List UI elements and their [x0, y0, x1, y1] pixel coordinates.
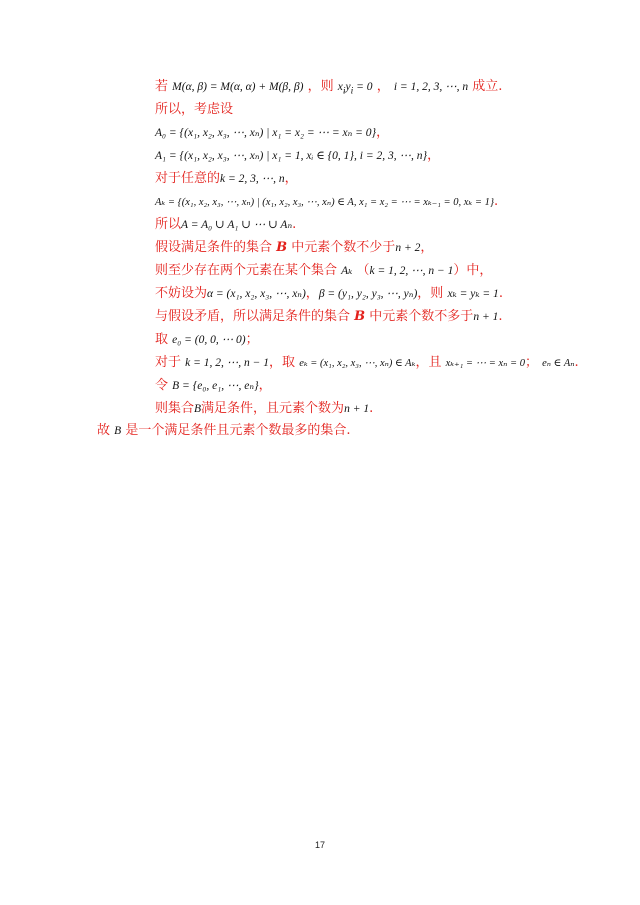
- page-number: 17: [314, 840, 325, 850]
- text: ，取: [269, 355, 296, 370]
- text: ，: [258, 378, 272, 393]
- text: 满足条件，且元素个数为: [201, 401, 345, 416]
- text: 中元素个数不少于: [291, 240, 396, 255]
- text: 令: [155, 378, 169, 393]
- line-12: [155, 330, 259, 350]
- formula: k = 1, 2, ⋯, n − 1: [369, 265, 454, 277]
- text: 假设满足条件的集合: [155, 240, 273, 255]
- formula-sub: i: [342, 85, 346, 97]
- line-16: [97, 421, 350, 441]
- formula: M(α, β) = M(α, α) + M(β, β): [172, 81, 304, 93]
- formula: A₁ = {(x₁, x₂, x₃, ⋯, xₙ) | x₁ = 1, xᵢ ∈ {0, 1}, i = 2, 3, ⋯, n}: [155, 150, 428, 162]
- text: ，: [305, 286, 319, 301]
- text: .: [498, 286, 503, 301]
- text: ，: [284, 171, 298, 186]
- text: 对于: [155, 355, 182, 370]
- text-bold: B: [276, 240, 288, 255]
- text: 若: [155, 79, 169, 94]
- formula: B: [114, 425, 122, 437]
- formula-part: = 0: [353, 81, 373, 93]
- formula-part: x: [337, 81, 343, 93]
- line-11: [155, 307, 502, 327]
- text: ，: [427, 148, 441, 163]
- line-2: [155, 100, 233, 120]
- formula: n + 1: [473, 311, 499, 323]
- text: .: [292, 217, 297, 232]
- formula: [337, 81, 373, 97]
- text: .: [574, 355, 579, 370]
- text: 故: [97, 423, 111, 438]
- text: .: [498, 309, 503, 324]
- formula: n + 2: [395, 242, 421, 254]
- line-9: [155, 261, 492, 281]
- formula: A = A₀ ∪ A₁ ∪ ⋯ ∪ Aₙ: [181, 219, 293, 231]
- text: （: [356, 263, 370, 278]
- text: ，则: [307, 79, 334, 94]
- line-1: [155, 77, 502, 101]
- text: 所以: [155, 217, 182, 232]
- line-10: [155, 284, 503, 304]
- text: 成立.: [472, 79, 503, 94]
- formula: k = 1, 2, ⋯, n − 1: [185, 357, 270, 369]
- line-3: [155, 123, 389, 143]
- formula: B = {e₀, e₁, ⋯, eₙ}: [172, 380, 259, 392]
- line-4: [155, 146, 440, 166]
- text: 则集合: [155, 401, 195, 416]
- line-15: [155, 399, 373, 419]
- formula: xₖ = yₖ = 1: [447, 288, 499, 300]
- formula: β = (y₁, y₂, y₃, ⋯, yₙ): [318, 288, 418, 300]
- formula: n + 1: [344, 403, 370, 415]
- formula: Aₖ: [341, 265, 353, 277]
- text: .: [369, 401, 374, 416]
- text-bold: B: [354, 309, 366, 324]
- line-13: [155, 353, 579, 374]
- text: 对于任意的: [155, 171, 221, 186]
- formula: e₀ = (0, 0, ⋯ 0): [172, 334, 246, 346]
- text: .: [494, 194, 499, 209]
- text: ，且: [415, 355, 442, 370]
- text: ，: [376, 125, 390, 140]
- formula: B: [194, 403, 202, 415]
- line-14: [155, 376, 272, 396]
- formula: k = 2, 3, ⋯, n: [220, 173, 285, 185]
- formula: eₙ ∈ Aₙ: [542, 358, 575, 369]
- line-7: [155, 215, 296, 235]
- formula: A₀ = {(x₁, x₂, x₃, ⋯, xₙ) | x₁ = x₂ = ⋯ = xₙ = 0}: [155, 127, 377, 139]
- formula: i = 1, 2, 3, ⋯, n: [393, 81, 469, 93]
- formula: eₖ = (x₁, x₂, x₃, ⋯, xₙ) ∈ Aₖ: [299, 358, 416, 369]
- formula-part: y: [345, 81, 351, 93]
- line-5: [155, 169, 298, 189]
- text: 是一个满足条件且元素个数最多的集合.: [125, 423, 351, 438]
- text: ，: [420, 240, 434, 255]
- text: 中元素个数不多于: [369, 309, 474, 324]
- line-6: [155, 192, 498, 213]
- formula: xₖ₊₁ = ⋯ = xₙ = 0: [445, 358, 525, 369]
- formula: α = (x₁, x₂, x₃, ⋯, xₙ): [207, 288, 306, 300]
- text: ，则: [417, 286, 444, 301]
- text: ；: [524, 355, 538, 370]
- line-8: [155, 238, 433, 258]
- text: 与假设矛盾，所以满足条件的集合: [155, 309, 351, 324]
- text: 不妨设为: [155, 286, 208, 301]
- text: 则至少存在两个元素在某个集合: [155, 263, 338, 278]
- text: ；: [245, 332, 259, 347]
- text: ，: [376, 79, 390, 94]
- text: 取: [155, 332, 169, 347]
- formula-sub: i: [350, 85, 354, 97]
- text: ）中，: [453, 263, 493, 278]
- formula: Aₖ = {(x₁, x₂, x₃, ⋯, xₙ) | (x₁, x₂, x₃, ⋯, xₙ) ∈ A, x₁ = x₂ = ⋯ = xₖ₋₁ = 0, xₖ = 1}: [155, 197, 495, 208]
- text: 所以，考虑设: [155, 102, 234, 117]
